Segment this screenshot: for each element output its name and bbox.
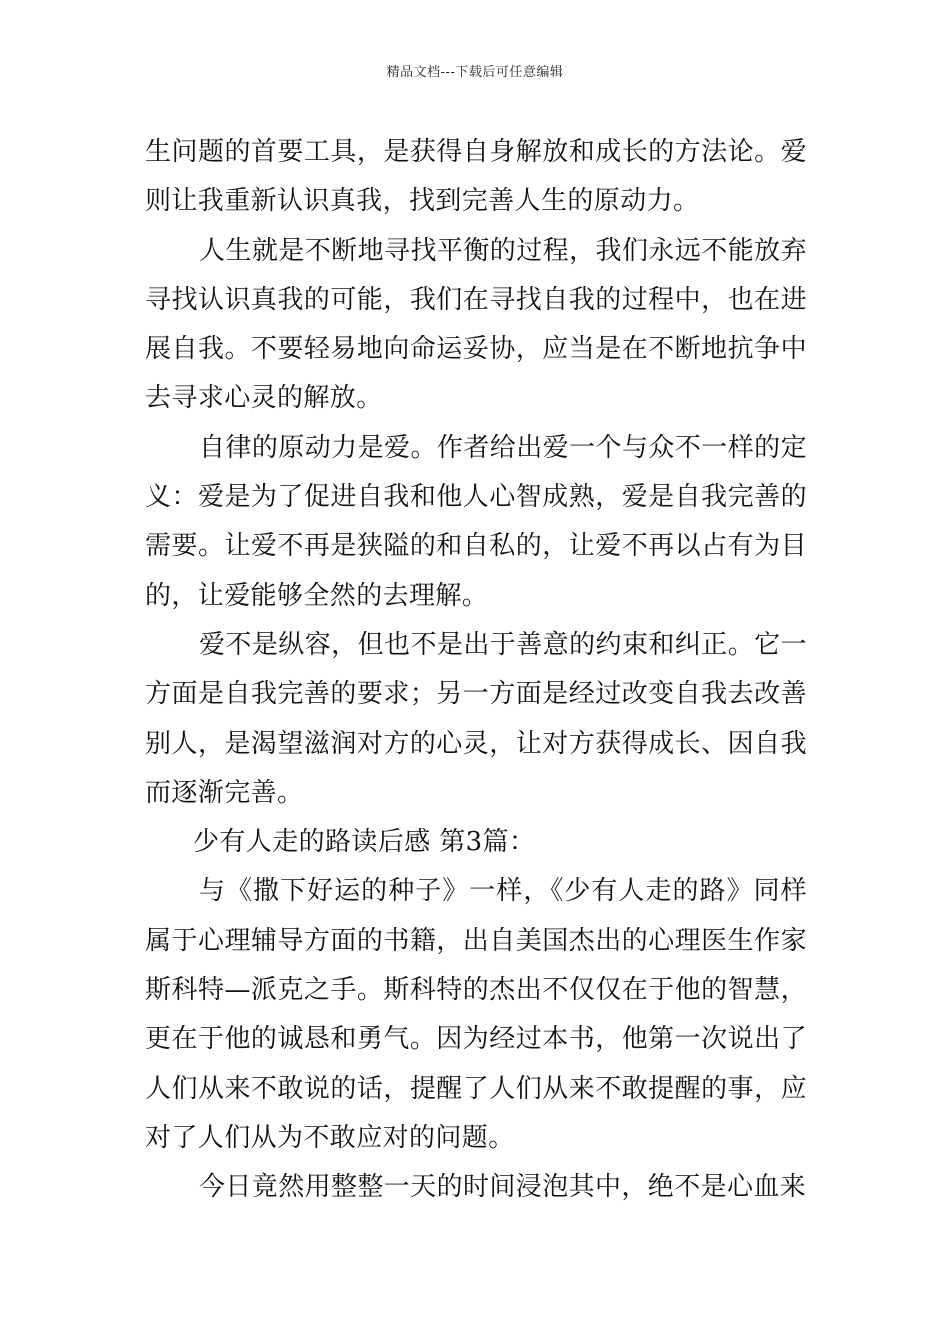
paragraph-4: 爱不是纵容，但也不是出于善意的约束和纠正。它一方面是自我完善的要求；另一方面是经过改变自我去改善别人，是渴望滋润对方的心灵，让对方获得成长、因自我而逐渐完善。: [145, 629, 807, 808]
paragraph-1: 生问题的首要工具，是获得自身解放和成长的方法论。爱则让我重新认识真我，找到完善人生的原动力。: [145, 137, 807, 217]
document-body: [145, 128, 807, 1213]
paragraph-2: 人生就是不断地寻找平衡的过程，我们永远不能放弃寻找认识真我的可能，我们在寻找自我的过程中，也在进展自我。不要轻易地向命运妥协，应当是在不断地抗争中去寻求心灵的解放。: [145, 235, 807, 414]
section-heading: 少有人走的路读后感 第3篇：: [193, 827, 536, 858]
paragraph-5: 与《撒下好运的种子》一样，《少有人走的路》同样属于心理辅导方面的书籍，出自美国杰出的心理医生作家斯科特—派克之手。斯科特的杰出不仅仅在于他的智慧，更在于他的诚恳和勇气。因为经过本书，他第一次说出了人们从来不敢说的话，提醒了人们从来不敢提醒的事，应对了人们从为不敢应对的问题。: [145, 876, 807, 1153]
page-header: 精品文档---下载后可任意编辑: [386, 65, 564, 80]
paragraph-6: 今日竟然用整整一天的时间浸泡其中，绝不是心血来: [199, 1172, 807, 1203]
paragraph-3: 自律的原动力是爱。作者给出爱一个与众不一样的定义：爱是为了促进自我和他人心智成熟，爱是自我完善的需要。让爱不再是狭隘的和自私的，让爱不再以占有为目的，让爱能够全然的去理解。: [145, 432, 807, 611]
